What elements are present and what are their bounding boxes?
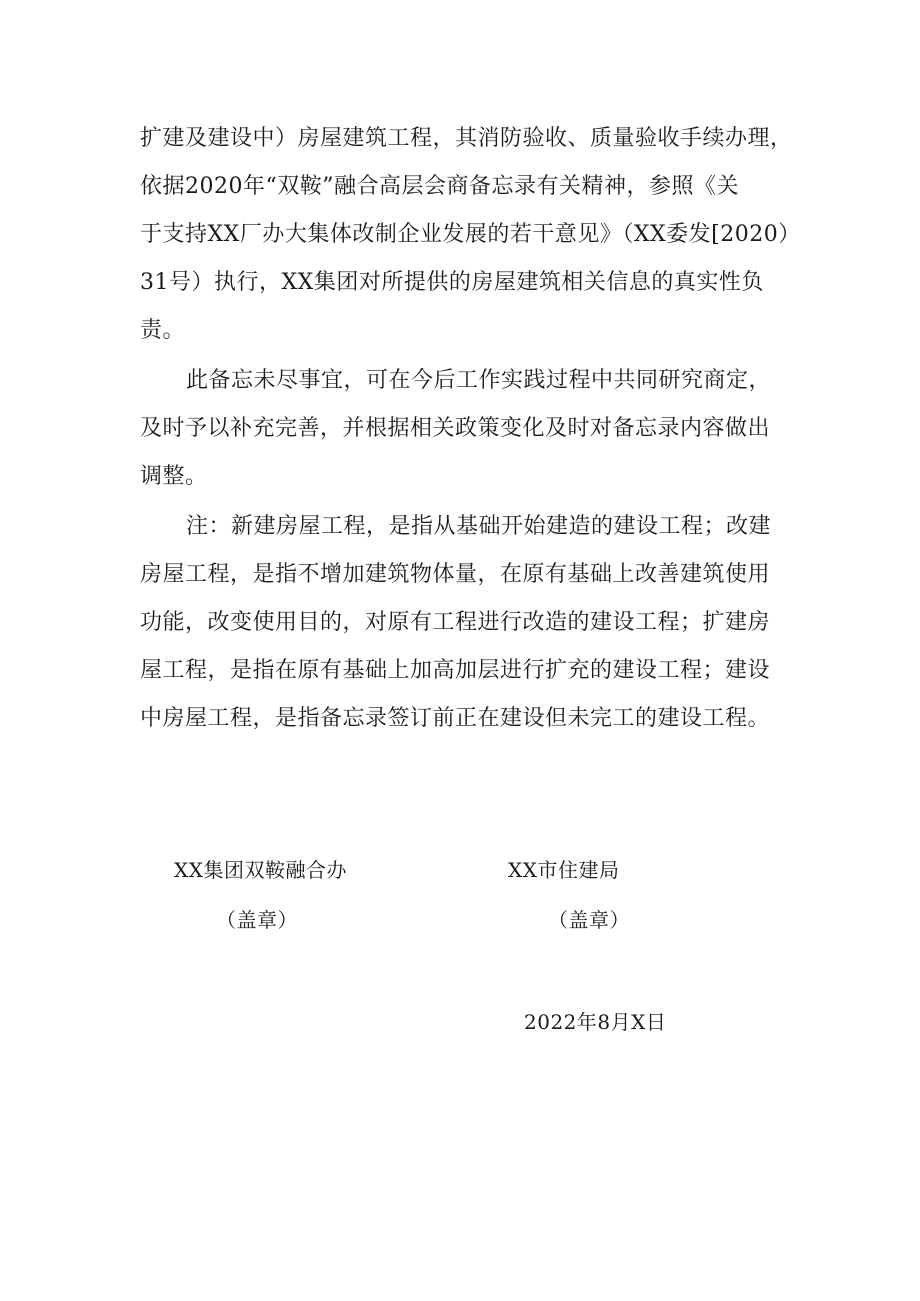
text-line: 此备忘未尽事宜，可在今后工作实践过程中共同研究商定， bbox=[186, 368, 772, 393]
signing-date: 2022年8月X日 bbox=[524, 1010, 667, 1034]
text-line: 扩建及建设中）房屋建筑工程，其消防验收、质量验收手续办理， bbox=[140, 126, 793, 151]
text-line: 房屋工程，是指不增加建筑物体量，在原有基础上改善建筑使用 bbox=[140, 562, 771, 587]
left-organization: XX集团双鞍融合办 bbox=[174, 858, 347, 882]
text-line: 注：新建房屋工程，是指从基础开始建造的建设工程；改建 bbox=[186, 514, 772, 539]
text-line: 责。 bbox=[140, 318, 186, 343]
text-line: 中房屋工程，是指备忘录签订前正在建设但未完工的建设工程。 bbox=[140, 706, 771, 731]
text-line: 于支持XX厂办大集体改制企业发展的若干意见》（XX委发[2020） bbox=[140, 222, 801, 247]
left-seal-label: （盖章） bbox=[216, 908, 298, 932]
text-line: 依据2020年“双鞍”融合高层会商备忘录有关精神，参照《关 bbox=[140, 174, 739, 199]
text-line: 及时予以补充完善，并根据相关政策变化及时对备忘录内容做出 bbox=[140, 416, 771, 441]
right-seal-label: （盖章） bbox=[548, 908, 630, 932]
text-line: 功能，改变使用目的，对原有工程进行改造的建设工程；扩建房 bbox=[140, 610, 771, 635]
text-line: 屋工程，是指在原有基础上加高加层进行扩充的建设工程；建设 bbox=[140, 658, 771, 683]
right-organization: XX市住建局 bbox=[508, 858, 620, 882]
text-line: 31号）执行，XX集团对所提供的房屋建筑相关信息的真实性负 bbox=[140, 270, 764, 295]
text-line: 调整。 bbox=[140, 464, 208, 489]
